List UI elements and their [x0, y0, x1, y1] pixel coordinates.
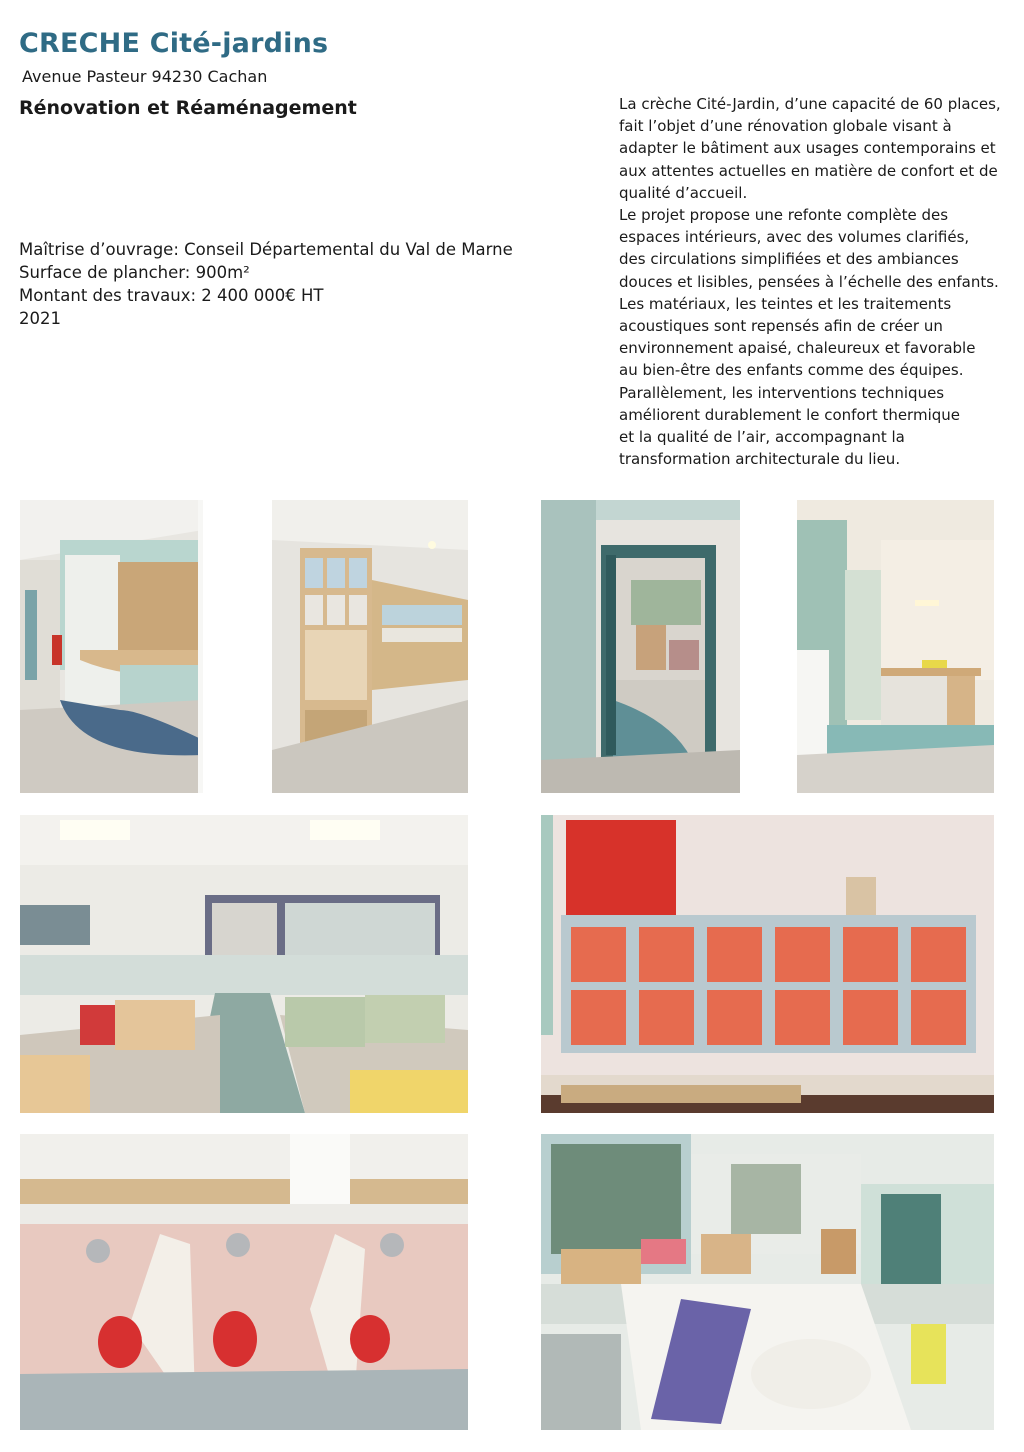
- description-line: des circulations simplifiées et des ambiances: [619, 250, 959, 269]
- description-line: transformation architecturale du lieu.: [619, 450, 901, 469]
- client-line: Maîtrise d’ouvrage: Conseil Départemental du Val de Marne: [19, 240, 513, 259]
- project-facts: [19, 238, 513, 330]
- description-line: Parallèlement, les interventions techniques: [619, 383, 945, 402]
- description-line: Les matériaux, les teintes et les traitements: [619, 294, 952, 313]
- project-description: [619, 93, 999, 470]
- changing-table-alcove-photo: [797, 500, 994, 793]
- cubby-lockers-photo: [272, 500, 468, 793]
- description-line: au bien-être des enfants comme des équipes.: [619, 361, 964, 380]
- description-line: adapter le bâtiment aux usages contemporains et: [619, 139, 996, 158]
- description-line: et la qualité de l’air, accompagnant la: [619, 428, 905, 447]
- surface-line: Surface de plancher: 900m²: [19, 263, 250, 282]
- nap-room-cribs-photo: [20, 815, 468, 1113]
- description-line: La crèche Cité-Jardin, d’une capacité de 60 places,: [619, 95, 1001, 113]
- description-line: qualité d’accueil.: [619, 183, 748, 202]
- description-line: Le projet propose une refonte complète des: [619, 206, 949, 225]
- description-line: espaces intérieurs, avec des volumes clarifiés,: [619, 228, 970, 247]
- subtitle: Rénovation et Réaménagement: [19, 97, 357, 119]
- toddler-toilets-photo: [20, 1134, 468, 1430]
- description-line: acoustiques sont repensés afin de créer un: [619, 317, 943, 336]
- year-line: 2021: [19, 309, 61, 328]
- green-door-corridor-photo: [541, 500, 740, 793]
- towel-shelves-photo: [541, 815, 994, 1113]
- description-line: améliorent durablement le confort thermique: [619, 405, 960, 424]
- description-line: environnement apaisé, chaleureux et favorable: [619, 339, 976, 358]
- page-title: CRECHE Cité-jardins: [19, 28, 329, 59]
- description-line: aux attentes actuelles en matière de confort et de: [619, 161, 998, 180]
- address: Avenue Pasteur 94230 Cachan: [22, 67, 268, 86]
- budget-line: Montant des travaux: 2 400 000€ HT: [19, 286, 324, 305]
- description-line: fait l’objet d’une rénovation globale visant à: [619, 117, 952, 136]
- play-room-sink-photo: [541, 1134, 994, 1430]
- entrance-desk-photo: [20, 500, 203, 793]
- description-line: douces et lisibles, pensées à l’échelle des enfants.: [619, 272, 999, 291]
